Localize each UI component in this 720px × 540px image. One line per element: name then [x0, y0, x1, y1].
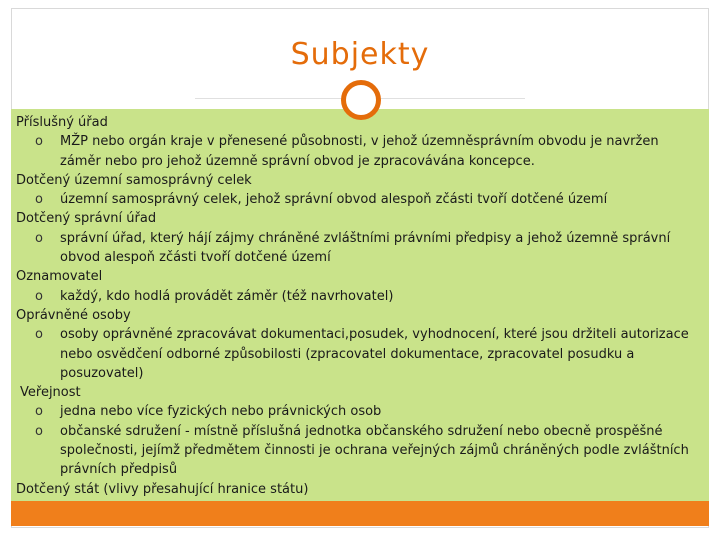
bullet-circle-icon: o	[35, 404, 43, 420]
section-heading: Dotčený stát (vlivy přesahující hranice státu)	[16, 481, 309, 497]
list-item	[16, 422, 701, 480]
section-heading: Oznamovatel	[16, 269, 103, 285]
section-heading: Dotčený správní úřad	[16, 211, 157, 227]
list-item-text: občanské sdružení - místně příslušná jednotka občanského sdružení nebo obecně prospěšné společnosti, jejímž předmětem činnosti je ochrana veřejných zájmů chráněných podle zvláštních právních předpisů	[60, 423, 689, 478]
bullet-circle-icon: o	[35, 134, 43, 150]
bullet-circle-icon: o	[35, 327, 43, 343]
section-heading: Dotčený územní samosprávný celek	[16, 172, 252, 188]
bullet-circle-icon: o	[35, 192, 43, 208]
list-item-text: každý, kdo hodlá provádět záměr (též navrhovatel)	[60, 288, 394, 304]
bullet-circle-icon: o	[35, 423, 43, 439]
list-item	[16, 190, 701, 209]
bullet-circle-icon: o	[35, 230, 43, 246]
list-item-text: MŽP nebo orgán kraje v přenesené působnosti, v jehož územněsprávním obvodu je navržen záměr nebo pro jehož územně správní obvod je zpracovávána koncepce.	[60, 134, 659, 169]
list-item	[16, 287, 701, 306]
list-item	[16, 229, 701, 268]
slide-title: Subjekty	[290, 37, 430, 72]
circle-ornament-icon	[341, 80, 381, 120]
list-item	[16, 325, 701, 383]
content-list	[16, 113, 701, 499]
list-item-text: osoby oprávněné zpracovávat dokumentaci,posudek, vyhodnocení, které jsou držiteli autorizace nebo osvědčení odborné způsobilosti (zpracovatel dokumentace, zpracovatel posudku a posuzovatel)	[60, 327, 689, 381]
list-item-text: územní samosprávný celek, jehož správní obvod alespoň zčásti tvoří dotčené území	[60, 192, 608, 208]
list-item-text: správní úřad, který hájí zájmy chráněné zvláštními právními předpisy a jehož územně správní obvod alespoň zčásti tvoří dotčené území	[60, 230, 671, 266]
section-heading: Příslušný úřad	[16, 115, 108, 130]
footer-bar	[11, 501, 709, 526]
list-item	[16, 402, 701, 421]
bullet-circle-icon: o	[35, 288, 43, 304]
section-heading: Oprávněné osoby	[16, 307, 131, 323]
list-item-text: jedna nebo více fyzických nebo právnických osob	[60, 404, 382, 420]
section-heading: Veřejnost	[20, 385, 81, 401]
list-item	[16, 132, 701, 171]
